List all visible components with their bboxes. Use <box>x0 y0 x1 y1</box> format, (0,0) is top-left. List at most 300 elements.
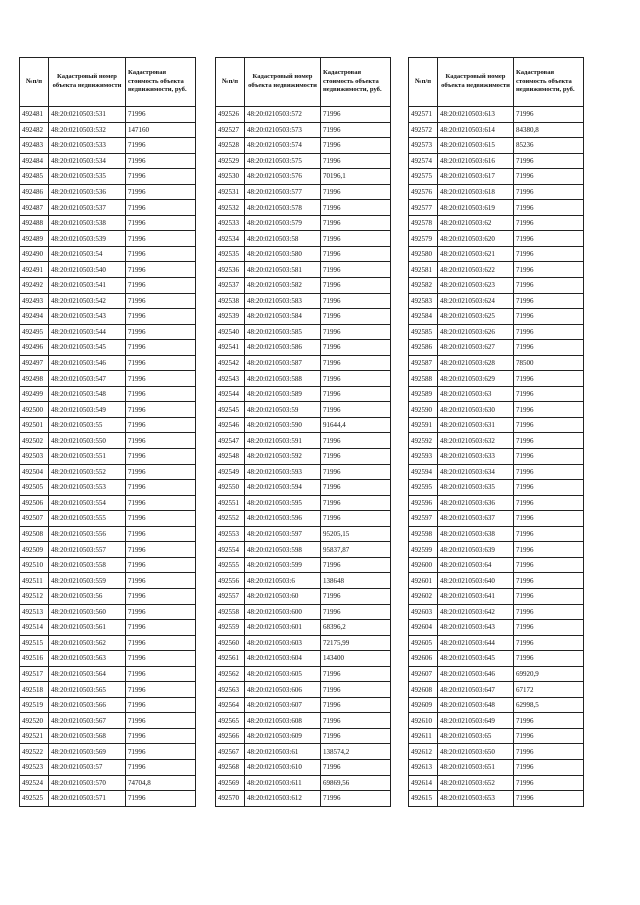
cell-number: 492602 <box>409 588 438 604</box>
table-row <box>216 557 391 573</box>
cell-cadastral-number: 48:20:0210503:579 <box>245 215 321 231</box>
cell-cadastral-number: 48:20:0210503:603 <box>245 635 321 651</box>
cell-number: 492578 <box>409 215 438 231</box>
cell-cadastral-number: 48:20:0210503:577 <box>245 184 321 200</box>
table-row <box>20 138 196 154</box>
cell-cadastral-value: 71996 <box>321 262 391 278</box>
cell-cadastral-number: 48:20:0210503:568 <box>49 728 126 744</box>
cell-cadastral-number: 48:20:0210503:615 <box>438 138 514 154</box>
cell-cadastral-value: 147160 <box>126 122 196 138</box>
cell-cadastral-number: 48:20:0210503:596 <box>245 511 321 527</box>
cell-cadastral-number: 48:20:0210503:628 <box>438 355 514 371</box>
header-cadastral-value: Кадастровая стоимость объекта недвижимости, руб. <box>126 58 196 107</box>
cell-cadastral-value: 71996 <box>514 464 584 480</box>
table-row <box>20 744 196 760</box>
cell-number: 492610 <box>409 713 438 729</box>
cell-cadastral-value: 62998,5 <box>514 697 584 713</box>
cell-cadastral-value: 71996 <box>321 138 391 154</box>
cell-number: 492568 <box>216 759 245 775</box>
cadastral-table-2 <box>215 57 391 807</box>
cell-cadastral-value: 71996 <box>321 511 391 527</box>
cell-cadastral-value: 71996 <box>126 604 196 620</box>
cell-number: 492552 <box>216 511 245 527</box>
cell-cadastral-value: 71996 <box>321 340 391 356</box>
cell-cadastral-number: 48:20:0210503:586 <box>245 340 321 356</box>
cell-cadastral-value: 71996 <box>126 340 196 356</box>
cell-cadastral-number: 48:20:0210503:572 <box>245 107 321 123</box>
cell-cadastral-number: 48:20:0210503:613 <box>438 107 514 123</box>
cell-cadastral-value: 71996 <box>126 231 196 247</box>
cell-cadastral-value: 71996 <box>321 682 391 698</box>
table-row <box>409 169 584 185</box>
table-header-row <box>20 58 196 107</box>
cell-cadastral-number: 48:20:0210503:537 <box>49 200 126 216</box>
cell-cadastral-number: 48:20:0210503:601 <box>245 620 321 636</box>
cell-cadastral-number: 48:20:0210503:605 <box>245 666 321 682</box>
cell-cadastral-number: 48:20:0210503:556 <box>49 526 126 542</box>
cell-number: 492603 <box>409 604 438 620</box>
cell-cadastral-number: 48:20:0210503:573 <box>245 122 321 138</box>
cell-cadastral-number: 48:20:0210503:544 <box>49 324 126 340</box>
cell-number: 492533 <box>216 215 245 231</box>
cell-cadastral-value: 71996 <box>321 293 391 309</box>
table-row <box>216 340 391 356</box>
table-row <box>216 169 391 185</box>
cell-cadastral-value: 71996 <box>321 231 391 247</box>
cell-cadastral-value: 71996 <box>514 262 584 278</box>
cell-cadastral-value: 71996 <box>514 542 584 558</box>
cell-number: 492594 <box>409 464 438 480</box>
cell-cadastral-value: 71996 <box>321 371 391 387</box>
table-row <box>20 557 196 573</box>
cell-cadastral-value: 67172 <box>514 682 584 698</box>
cell-cadastral-number: 48:20:0210503:612 <box>245 791 321 807</box>
table-row <box>216 697 391 713</box>
cell-cadastral-value: 71996 <box>514 324 584 340</box>
cell-cadastral-value: 71996 <box>321 200 391 216</box>
table-row <box>20 107 196 123</box>
cell-cadastral-value: 71996 <box>514 107 584 123</box>
cell-cadastral-number: 48:20:0210503:617 <box>438 169 514 185</box>
cell-cadastral-value: 71996 <box>321 386 391 402</box>
cell-cadastral-number: 48:20:0210503:59 <box>245 402 321 418</box>
cell-number: 492605 <box>409 635 438 651</box>
cell-cadastral-number: 48:20:0210503:62 <box>438 215 514 231</box>
cell-cadastral-number: 48:20:0210503:581 <box>245 262 321 278</box>
cell-number: 492536 <box>216 262 245 278</box>
cell-number: 492494 <box>20 309 49 325</box>
cell-cadastral-value: 71996 <box>321 495 391 511</box>
cell-number: 492601 <box>409 573 438 589</box>
cell-cadastral-number: 48:20:0210503:651 <box>438 759 514 775</box>
cell-cadastral-number: 48:20:0210503:648 <box>438 697 514 713</box>
cell-cadastral-number: 48:20:0210503:597 <box>245 526 321 542</box>
table-row <box>20 526 196 542</box>
table-row <box>409 138 584 154</box>
cell-cadastral-value: 71996 <box>126 682 196 698</box>
table-row <box>216 402 391 418</box>
cell-cadastral-number: 48:20:0210503:611 <box>245 775 321 791</box>
cell-number: 492584 <box>409 309 438 325</box>
cell-cadastral-number: 48:20:0210503:640 <box>438 573 514 589</box>
cell-number: 492548 <box>216 449 245 465</box>
cell-cadastral-value: 95205,15 <box>321 526 391 542</box>
cell-cadastral-number: 48:20:0210503:633 <box>438 449 514 465</box>
cell-cadastral-value: 71996 <box>321 713 391 729</box>
cell-cadastral-number: 48:20:0210503:549 <box>49 402 126 418</box>
cell-number: 492539 <box>216 309 245 325</box>
header-cadastral-value: Кадастровая стоимость объекта недвижимости, руб. <box>514 58 584 107</box>
table-row <box>20 620 196 636</box>
table-row <box>216 604 391 620</box>
cell-cadastral-number: 48:20:0210503:557 <box>49 542 126 558</box>
cell-number: 492537 <box>216 278 245 294</box>
cell-number: 492575 <box>409 169 438 185</box>
cell-cadastral-number: 48:20:0210503:560 <box>49 604 126 620</box>
cell-number: 492524 <box>20 775 49 791</box>
cell-number: 492549 <box>216 464 245 480</box>
cell-cadastral-value: 74704,8 <box>126 775 196 791</box>
header-number: №п/п <box>216 58 245 107</box>
cell-cadastral-number: 48:20:0210503:60 <box>245 588 321 604</box>
cell-cadastral-value: 71996 <box>321 309 391 325</box>
cell-number: 492509 <box>20 542 49 558</box>
cell-number: 492503 <box>20 449 49 465</box>
cell-number: 492560 <box>216 635 245 651</box>
cell-number: 492514 <box>20 620 49 636</box>
cell-cadastral-number: 48:20:0210503:610 <box>245 759 321 775</box>
cell-cadastral-value: 71996 <box>514 340 584 356</box>
cell-cadastral-number: 48:20:0210503:593 <box>245 464 321 480</box>
cell-number: 492615 <box>409 791 438 807</box>
cell-cadastral-number: 48:20:0210503:545 <box>49 340 126 356</box>
cell-number: 492513 <box>20 604 49 620</box>
cell-number: 492579 <box>409 231 438 247</box>
table-row <box>216 651 391 667</box>
cell-cadastral-number: 48:20:0210503:604 <box>245 651 321 667</box>
cell-number: 492489 <box>20 231 49 247</box>
table-row <box>20 153 196 169</box>
table-row <box>216 262 391 278</box>
cell-cadastral-value: 71996 <box>514 309 584 325</box>
cell-number: 492516 <box>20 651 49 667</box>
table-row <box>409 293 584 309</box>
cell-cadastral-number: 48:20:0210503:588 <box>245 371 321 387</box>
cell-number: 492542 <box>216 355 245 371</box>
cell-number: 492492 <box>20 278 49 294</box>
cell-number: 492587 <box>409 355 438 371</box>
table-row <box>409 153 584 169</box>
cell-cadastral-value: 85236 <box>514 138 584 154</box>
cell-number: 492531 <box>216 184 245 200</box>
table-row <box>20 293 196 309</box>
cell-number: 492535 <box>216 246 245 262</box>
header-cadastral-number: Кадастровый номер объекта недвижимости <box>49 58 126 107</box>
cell-cadastral-value: 71996 <box>126 542 196 558</box>
cell-cadastral-number: 48:20:0210503:538 <box>49 215 126 231</box>
cell-cadastral-number: 48:20:0210503:550 <box>49 433 126 449</box>
cell-number: 492563 <box>216 682 245 698</box>
cell-cadastral-value: 71996 <box>514 200 584 216</box>
cell-cadastral-value: 71996 <box>514 169 584 185</box>
table-row <box>409 495 584 511</box>
cell-cadastral-number: 48:20:0210503:650 <box>438 744 514 760</box>
cell-number: 492607 <box>409 666 438 682</box>
table-row <box>20 402 196 418</box>
cell-number: 492581 <box>409 262 438 278</box>
table-row <box>20 371 196 387</box>
table-row <box>20 651 196 667</box>
cell-number: 492595 <box>409 480 438 496</box>
cell-number: 492485 <box>20 169 49 185</box>
cell-cadastral-value: 71996 <box>514 791 584 807</box>
cell-cadastral-value: 71996 <box>126 666 196 682</box>
table-row <box>409 775 584 791</box>
cell-cadastral-number: 48:20:0210503:607 <box>245 697 321 713</box>
table-row <box>409 526 584 542</box>
cell-number: 492582 <box>409 278 438 294</box>
cell-cadastral-value: 71996 <box>126 588 196 604</box>
cell-number: 492526 <box>216 107 245 123</box>
table-row <box>216 278 391 294</box>
cell-number: 492488 <box>20 215 49 231</box>
table-row <box>409 557 584 573</box>
cell-number: 492609 <box>409 697 438 713</box>
cell-number: 492502 <box>20 433 49 449</box>
table-row <box>20 417 196 433</box>
cell-cadastral-value: 71996 <box>321 759 391 775</box>
table-row <box>216 107 391 123</box>
cell-cadastral-value: 71996 <box>126 107 196 123</box>
cell-cadastral-value: 71996 <box>126 278 196 294</box>
cell-number: 492600 <box>409 557 438 573</box>
table-row <box>409 666 584 682</box>
cell-cadastral-value: 71996 <box>514 651 584 667</box>
cell-cadastral-number: 48:20:0210503:647 <box>438 682 514 698</box>
cell-number: 492588 <box>409 371 438 387</box>
cell-cadastral-number: 48:20:0210503:590 <box>245 417 321 433</box>
table-row <box>409 635 584 651</box>
cell-cadastral-number: 48:20:0210503:627 <box>438 340 514 356</box>
cell-cadastral-number: 48:20:0210503:559 <box>49 573 126 589</box>
cell-number: 492573 <box>409 138 438 154</box>
cell-cadastral-number: 48:20:0210503:563 <box>49 651 126 667</box>
cell-number: 492505 <box>20 480 49 496</box>
table-row <box>409 449 584 465</box>
cell-number: 492530 <box>216 169 245 185</box>
cell-cadastral-value: 71996 <box>514 293 584 309</box>
cell-cadastral-value: 138574,2 <box>321 744 391 760</box>
cell-number: 492580 <box>409 246 438 262</box>
cell-cadastral-value: 143400 <box>321 651 391 667</box>
cell-number: 492545 <box>216 402 245 418</box>
table-row <box>216 433 391 449</box>
cell-number: 492487 <box>20 200 49 216</box>
cell-cadastral-value: 71996 <box>126 433 196 449</box>
cell-cadastral-number: 48:20:0210503:64 <box>438 557 514 573</box>
cell-cadastral-value: 71996 <box>126 184 196 200</box>
table-row <box>20 682 196 698</box>
cell-number: 492569 <box>216 775 245 791</box>
cell-number: 492558 <box>216 604 245 620</box>
cell-cadastral-number: 48:20:0210503:575 <box>245 153 321 169</box>
cell-cadastral-number: 48:20:0210503:632 <box>438 433 514 449</box>
cell-cadastral-value: 69920,9 <box>514 666 584 682</box>
cell-number: 492570 <box>216 791 245 807</box>
table-row <box>409 371 584 387</box>
cell-number: 492589 <box>409 386 438 402</box>
cell-cadastral-value: 71996 <box>321 449 391 465</box>
table-row <box>20 324 196 340</box>
table-row <box>216 526 391 542</box>
cell-cadastral-number: 48:20:0210503:548 <box>49 386 126 402</box>
cell-cadastral-number: 48:20:0210503:551 <box>49 449 126 465</box>
table-row <box>216 480 391 496</box>
header-cadastral-value: Кадастровая стоимость объекта недвижимости, руб. <box>321 58 391 107</box>
cell-cadastral-value: 71996 <box>514 635 584 651</box>
cell-cadastral-number: 48:20:0210503:535 <box>49 169 126 185</box>
cell-cadastral-value: 71996 <box>126 246 196 262</box>
cell-cadastral-value: 71996 <box>514 386 584 402</box>
cell-number: 492540 <box>216 324 245 340</box>
cell-number: 492577 <box>409 200 438 216</box>
table-row <box>20 759 196 775</box>
table-row <box>216 713 391 729</box>
table-row <box>216 309 391 325</box>
cell-number: 492499 <box>20 386 49 402</box>
cell-cadastral-number: 48:20:0210503:553 <box>49 480 126 496</box>
cell-number: 492525 <box>20 791 49 807</box>
cell-cadastral-number: 48:20:0210503:571 <box>49 791 126 807</box>
table-row <box>409 464 584 480</box>
cell-number: 492491 <box>20 262 49 278</box>
table-row <box>409 480 584 496</box>
table-row <box>409 278 584 294</box>
table-row <box>409 433 584 449</box>
cell-number: 492564 <box>216 697 245 713</box>
cell-cadastral-number: 48:20:0210503:594 <box>245 480 321 496</box>
cell-cadastral-number: 48:20:0210503:625 <box>438 309 514 325</box>
cell-cadastral-value: 71996 <box>514 153 584 169</box>
header-number: №п/п <box>409 58 438 107</box>
cell-cadastral-number: 48:20:0210503:587 <box>245 355 321 371</box>
cell-cadastral-number: 48:20:0210503:646 <box>438 666 514 682</box>
table-row <box>216 573 391 589</box>
cell-cadastral-value: 71996 <box>321 107 391 123</box>
cell-cadastral-value: 71996 <box>126 200 196 216</box>
table-row <box>20 215 196 231</box>
cell-number: 492583 <box>409 293 438 309</box>
cell-cadastral-number: 48:20:0210503:567 <box>49 713 126 729</box>
table-row <box>20 262 196 278</box>
cell-cadastral-value: 71996 <box>321 464 391 480</box>
cell-cadastral-value: 71996 <box>321 246 391 262</box>
cell-number: 492544 <box>216 386 245 402</box>
table-row <box>216 293 391 309</box>
cell-cadastral-value: 71996 <box>126 697 196 713</box>
cell-number: 492556 <box>216 573 245 589</box>
cell-cadastral-number: 48:20:0210503:547 <box>49 371 126 387</box>
cell-cadastral-value: 71996 <box>321 557 391 573</box>
cell-cadastral-number: 48:20:0210503:6 <box>245 573 321 589</box>
cell-number: 492586 <box>409 340 438 356</box>
cell-cadastral-value: 71996 <box>126 728 196 744</box>
cell-cadastral-value: 71996 <box>514 588 584 604</box>
cell-cadastral-value: 71996 <box>126 449 196 465</box>
table-row <box>216 153 391 169</box>
table-row <box>20 511 196 527</box>
cell-number: 492591 <box>409 417 438 433</box>
cell-cadastral-number: 48:20:0210503:653 <box>438 791 514 807</box>
cadastral-table-3 <box>408 57 584 807</box>
cell-cadastral-value: 95837,87 <box>321 542 391 558</box>
cell-cadastral-number: 48:20:0210503:55 <box>49 417 126 433</box>
table-row <box>20 588 196 604</box>
table-row <box>216 759 391 775</box>
cell-number: 492574 <box>409 153 438 169</box>
table-row <box>409 231 584 247</box>
cell-number: 492512 <box>20 588 49 604</box>
cell-cadastral-value: 71996 <box>126 215 196 231</box>
table-body <box>409 107 584 807</box>
table-row <box>409 744 584 760</box>
cell-number: 492511 <box>20 573 49 589</box>
table-row <box>409 682 584 698</box>
cell-cadastral-number: 48:20:0210503:599 <box>245 557 321 573</box>
cell-number: 492534 <box>216 231 245 247</box>
cell-cadastral-value: 71996 <box>126 744 196 760</box>
cell-cadastral-number: 48:20:0210503:558 <box>49 557 126 573</box>
table-row <box>20 386 196 402</box>
cell-number: 492550 <box>216 480 245 496</box>
cell-number: 492608 <box>409 682 438 698</box>
cell-cadastral-value: 71996 <box>126 169 196 185</box>
cell-cadastral-number: 48:20:0210503:561 <box>49 620 126 636</box>
table-row <box>216 355 391 371</box>
header-cadastral-number: Кадастровый номер объекта недвижимости <box>438 58 514 107</box>
cell-cadastral-value: 71996 <box>321 604 391 620</box>
cell-cadastral-number: 48:20:0210503:616 <box>438 153 514 169</box>
cell-cadastral-value: 138648 <box>321 573 391 589</box>
table-row <box>20 169 196 185</box>
cell-cadastral-value: 71996 <box>514 184 584 200</box>
cell-number: 492541 <box>216 340 245 356</box>
cell-cadastral-number: 48:20:0210503:622 <box>438 262 514 278</box>
cell-number: 492597 <box>409 511 438 527</box>
cell-cadastral-number: 48:20:0210503:63 <box>438 386 514 402</box>
cell-number: 492504 <box>20 464 49 480</box>
cell-cadastral-value: 84380,8 <box>514 122 584 138</box>
cell-cadastral-value: 71996 <box>514 744 584 760</box>
cell-cadastral-value: 71996 <box>321 480 391 496</box>
cell-cadastral-value: 71996 <box>514 402 584 418</box>
cell-cadastral-value: 71996 <box>321 791 391 807</box>
cell-cadastral-number: 48:20:0210503:570 <box>49 775 126 791</box>
table-row <box>20 231 196 247</box>
cell-number: 492554 <box>216 542 245 558</box>
cell-number: 492576 <box>409 184 438 200</box>
cell-cadastral-value: 71996 <box>126 620 196 636</box>
cell-cadastral-value: 71996 <box>321 588 391 604</box>
table-row <box>409 417 584 433</box>
cell-number: 492613 <box>409 759 438 775</box>
cell-cadastral-value: 71996 <box>514 495 584 511</box>
cell-cadastral-number: 48:20:0210503:634 <box>438 464 514 480</box>
cell-cadastral-number: 48:20:0210503:585 <box>245 324 321 340</box>
cell-cadastral-number: 48:20:0210503:644 <box>438 635 514 651</box>
table-row <box>216 728 391 744</box>
table-row <box>216 138 391 154</box>
